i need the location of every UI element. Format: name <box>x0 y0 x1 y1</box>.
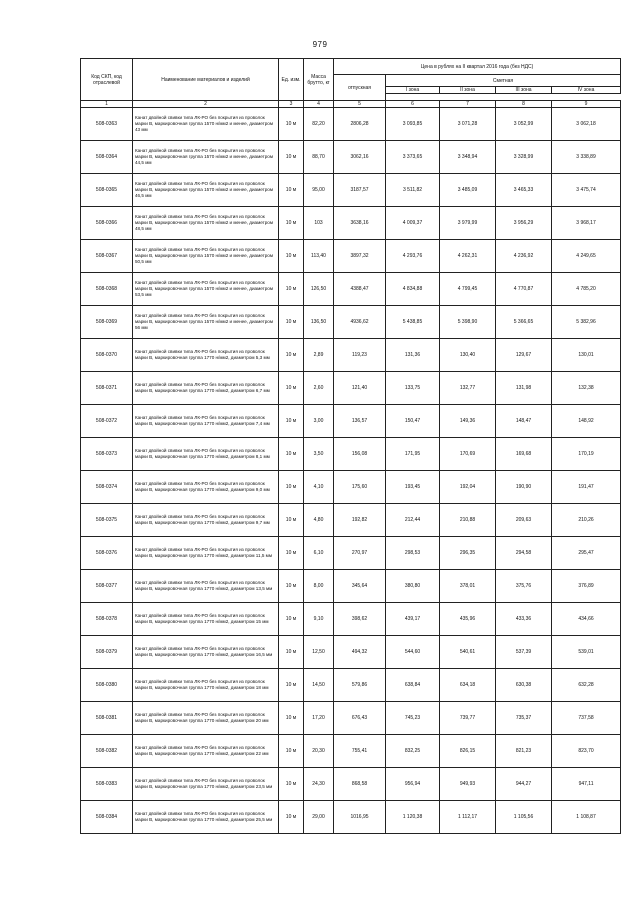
zone-3-price: 1 105,56 <box>496 801 552 834</box>
zone-1-price: 380,80 <box>386 570 440 603</box>
mass-cell: 17,20 <box>304 702 334 735</box>
product-name: Канат двойной свивки типа ЛК-РО без покрытия из проволок марки В, маркировочная группа 1570 н/мм2 и менее, диаметром 43 мм <box>133 108 279 141</box>
zone-3-price: 148,47 <box>496 405 552 438</box>
table-row <box>81 471 621 504</box>
zone-3-price: 630,38 <box>496 669 552 702</box>
zone-1-price: 956,94 <box>386 768 440 801</box>
zone-2-price: 4 262,31 <box>440 240 496 273</box>
zone-2-price: 540,61 <box>440 636 496 669</box>
zone-4-price: 132,38 <box>552 372 621 405</box>
product-code: 508-0376 <box>81 537 133 570</box>
zone-2-price: 435,96 <box>440 603 496 636</box>
zone-3-price: 294,58 <box>496 537 552 570</box>
zone-1-price: 212,44 <box>386 504 440 537</box>
header-estimate: Сметная <box>386 75 621 87</box>
column-number: 7 <box>440 101 496 108</box>
zone-4-price: 130,01 <box>552 339 621 372</box>
mass-cell: 24,30 <box>304 768 334 801</box>
mass-cell: 103 <box>304 207 334 240</box>
mass-cell: 2,60 <box>304 372 334 405</box>
header-code: Код СКП, код отраслевой <box>81 59 133 101</box>
zone-1-price: 638,84 <box>386 669 440 702</box>
release-price: 1016,95 <box>334 801 386 834</box>
header-zone-2: II зона <box>440 87 496 94</box>
mass-cell: 88,70 <box>304 141 334 174</box>
zone-3-price: 5 366,65 <box>496 306 552 339</box>
product-code: 508-0372 <box>81 405 133 438</box>
price-table <box>80 58 621 834</box>
zone-3-price: 944,27 <box>496 768 552 801</box>
zone-3-price: 4 236,92 <box>496 240 552 273</box>
column-number: 2 <box>133 101 279 108</box>
release-price: 192,82 <box>334 504 386 537</box>
zone-2-price: 132,77 <box>440 372 496 405</box>
product-code: 508-0368 <box>81 273 133 306</box>
unit-cell: 10 м <box>279 207 304 240</box>
zone-1-price: 439,17 <box>386 603 440 636</box>
zone-2-price: 3 979,99 <box>440 207 496 240</box>
unit-cell: 10 м <box>279 735 304 768</box>
mass-cell: 9,10 <box>304 603 334 636</box>
product-name: Канат двойной свивки типа ЛК-РО без покрытия из проволок марки В, маркировочная группа 1770 н/мм2, диаметром 15 мм <box>133 603 279 636</box>
header-mass: Масса брутто, кг <box>304 59 334 101</box>
product-code: 508-0371 <box>81 372 133 405</box>
mass-cell: 29,00 <box>304 801 334 834</box>
zone-2-price: 3 071,28 <box>440 108 496 141</box>
zone-2-price: 5 398,90 <box>440 306 496 339</box>
table-row <box>81 372 621 405</box>
table-row <box>81 108 621 141</box>
product-name: Канат двойной свивки типа ЛК-РО без покрытия из проволок марки В, маркировочная группа 1570 н/мм2 и менее, диаметром 48,5 мм <box>133 207 279 240</box>
zone-4-price: 823,70 <box>552 735 621 768</box>
unit-cell: 10 м <box>279 471 304 504</box>
product-name: Канат двойной свивки типа ЛК-РО без покрытия из проволок марки В, маркировочная группа 1770 н/мм2, диаметром 5,3 мм <box>133 339 279 372</box>
column-number: 5 <box>334 101 386 108</box>
zone-3-price: 190,90 <box>496 471 552 504</box>
unit-cell: 10 м <box>279 438 304 471</box>
header-zone-3: III зона <box>496 87 552 94</box>
unit-cell: 10 м <box>279 801 304 834</box>
product-name: Канат двойной свивки типа ЛК-РО без покрытия из проволок марки В, маркировочная группа 1570 н/мм2 и менее, диаметром 53,5 мм <box>133 273 279 306</box>
unit-cell: 10 м <box>279 570 304 603</box>
unit-cell: 10 м <box>279 108 304 141</box>
zone-3-price: 735,37 <box>496 702 552 735</box>
table-row <box>81 537 621 570</box>
zone-3-price: 209,63 <box>496 504 552 537</box>
product-code: 508-0365 <box>81 174 133 207</box>
column-number: 6 <box>386 101 440 108</box>
header-zone-4: IV зона <box>552 87 621 94</box>
unit-cell: 10 м <box>279 768 304 801</box>
table-row <box>81 669 621 702</box>
zone-4-price: 4 785,20 <box>552 273 621 306</box>
zone-3-price: 537,39 <box>496 636 552 669</box>
table-row <box>81 504 621 537</box>
zone-1-price: 131,36 <box>386 339 440 372</box>
zone-3-price: 821,23 <box>496 735 552 768</box>
release-price: 2806,28 <box>334 108 386 141</box>
unit-cell: 10 м <box>279 669 304 702</box>
mass-cell: 136,50 <box>304 306 334 339</box>
zone-2-price: 130,40 <box>440 339 496 372</box>
product-name: Канат двойной свивки типа ЛК-РО без покрытия из проволок марки В, маркировочная группа 1770 н/мм2, диаметром 6,7 мм <box>133 372 279 405</box>
release-price: 345,64 <box>334 570 386 603</box>
product-name: Канат двойной свивки типа ЛК-РО без покрытия из проволок марки В, маркировочная группа 1770 н/мм2, диаметром 18 мм <box>133 669 279 702</box>
table-row <box>81 768 621 801</box>
zone-4-price: 1 108,87 <box>552 801 621 834</box>
product-code: 508-0364 <box>81 141 133 174</box>
zone-1-price: 3 373,65 <box>386 141 440 174</box>
product-code: 508-0366 <box>81 207 133 240</box>
unit-cell: 10 м <box>279 273 304 306</box>
zone-1-price: 745,23 <box>386 702 440 735</box>
column-numbers-row <box>81 101 621 108</box>
zone-3-price: 375,76 <box>496 570 552 603</box>
zone-4-price: 170,19 <box>552 438 621 471</box>
product-name: Канат двойной свивки типа ЛК-РО без покрытия из проволок марки В, маркировочная группа 1770 н/мм2, диаметром 9,7 мм <box>133 504 279 537</box>
column-number: 8 <box>496 101 552 108</box>
header-price-group: Цена в рублях на II квартал 2016 года (без НДС) <box>334 59 621 75</box>
product-code: 508-0374 <box>81 471 133 504</box>
zone-4-price: 947,11 <box>552 768 621 801</box>
unit-cell: 10 м <box>279 405 304 438</box>
zone-4-price: 3 338,89 <box>552 141 621 174</box>
release-price: 270,97 <box>334 537 386 570</box>
zone-4-price: 3 062,18 <box>552 108 621 141</box>
table-row <box>81 702 621 735</box>
zone-1-price: 4 293,76 <box>386 240 440 273</box>
release-price: 3897,32 <box>334 240 386 273</box>
page-number: 979 <box>312 40 328 49</box>
table-row <box>81 636 621 669</box>
zone-2-price: 3 485,09 <box>440 174 496 207</box>
column-number: 3 <box>279 101 304 108</box>
zone-4-price: 4 249,65 <box>552 240 621 273</box>
table-row <box>81 174 621 207</box>
release-price: 676,43 <box>334 702 386 735</box>
zone-2-price: 4 799,45 <box>440 273 496 306</box>
product-name: Канат двойной свивки типа ЛК-РО без покрытия из проволок марки В, маркировочная группа 1770 н/мм2, диаметром 20 мм <box>133 702 279 735</box>
table-row <box>81 306 621 339</box>
mass-cell: 82,20 <box>304 108 334 141</box>
unit-cell: 10 м <box>279 174 304 207</box>
product-code: 508-0379 <box>81 636 133 669</box>
header-release: отпускная <box>334 75 386 101</box>
zone-1-price: 1 120,38 <box>386 801 440 834</box>
mass-cell: 3,50 <box>304 438 334 471</box>
mass-cell: 95,00 <box>304 174 334 207</box>
zone-3-price: 4 770,87 <box>496 273 552 306</box>
header-name: Наименование материалов и изделий <box>133 59 279 101</box>
mass-cell: 3,00 <box>304 405 334 438</box>
release-price: 156,08 <box>334 438 386 471</box>
zone-1-price: 3 511,82 <box>386 174 440 207</box>
table-row <box>81 141 621 174</box>
zone-1-price: 150,47 <box>386 405 440 438</box>
column-number: 4 <box>304 101 334 108</box>
product-code: 508-0384 <box>81 801 133 834</box>
zone-4-price: 5 382,96 <box>552 306 621 339</box>
zone-3-price: 129,67 <box>496 339 552 372</box>
product-code: 508-0369 <box>81 306 133 339</box>
table-row <box>81 735 621 768</box>
product-code: 508-0381 <box>81 702 133 735</box>
zone-3-price: 169,68 <box>496 438 552 471</box>
unit-cell: 10 м <box>279 339 304 372</box>
zone-1-price: 544,60 <box>386 636 440 669</box>
zone-2-price: 3 348,94 <box>440 141 496 174</box>
zone-4-price: 148,92 <box>552 405 621 438</box>
unit-cell: 10 м <box>279 603 304 636</box>
mass-cell: 6,10 <box>304 537 334 570</box>
release-price: 175,60 <box>334 471 386 504</box>
zone-4-price: 539,01 <box>552 636 621 669</box>
unit-cell: 10 м <box>279 504 304 537</box>
product-name: Канат двойной свивки типа ЛК-РО без покрытия из проволок марки В, маркировочная группа 1770 н/мм2, диаметром 25,5 мм <box>133 801 279 834</box>
table-row <box>81 207 621 240</box>
product-code: 508-0370 <box>81 339 133 372</box>
unit-cell: 10 м <box>279 141 304 174</box>
zone-1-price: 171,95 <box>386 438 440 471</box>
mass-cell: 20,30 <box>304 735 334 768</box>
mass-cell: 4,10 <box>304 471 334 504</box>
zone-4-price: 295,47 <box>552 537 621 570</box>
column-number: 9 <box>552 101 621 108</box>
release-price: 755,41 <box>334 735 386 768</box>
mass-cell: 12,50 <box>304 636 334 669</box>
zone-4-price: 191,47 <box>552 471 621 504</box>
release-price: 119,23 <box>334 339 386 372</box>
unit-cell: 10 м <box>279 372 304 405</box>
zone-3-price: 3 052,99 <box>496 108 552 141</box>
unit-cell: 10 м <box>279 702 304 735</box>
header-unit: Ед. изм. <box>279 59 304 101</box>
product-name: Канат двойной свивки типа ЛК-РО без покрытия из проволок марки В, маркировочная группа 1770 н/мм2, диаметром 9,0 мм <box>133 471 279 504</box>
product-name: Канат двойной свивки типа ЛК-РО без покрытия из проволок марки В, маркировочная группа 1570 н/мм2 и менее, диаметром 56 мм <box>133 306 279 339</box>
product-name: Канат двойной свивки типа ЛК-РО без покрытия из проволок марки В, маркировочная группа 1770 н/мм2, диаметром 11,5 мм <box>133 537 279 570</box>
product-code: 508-0382 <box>81 735 133 768</box>
release-price: 4936,62 <box>334 306 386 339</box>
zone-1-price: 3 093,85 <box>386 108 440 141</box>
zone-2-price: 949,93 <box>440 768 496 801</box>
zone-2-price: 826,15 <box>440 735 496 768</box>
mass-cell: 4,80 <box>304 504 334 537</box>
mass-cell: 14,50 <box>304 669 334 702</box>
product-code: 508-0363 <box>81 108 133 141</box>
zone-4-price: 632,28 <box>552 669 621 702</box>
product-name: Канат двойной свивки типа ЛК-РО без покрытия из проволок марки В, маркировочная группа 1570 н/мм2 и менее, диаметром 50,5 мм <box>133 240 279 273</box>
release-price: 579,86 <box>334 669 386 702</box>
product-code: 508-0380 <box>81 669 133 702</box>
release-price: 868,58 <box>334 768 386 801</box>
unit-cell: 10 м <box>279 537 304 570</box>
table-row <box>81 273 621 306</box>
table-row <box>81 240 621 273</box>
table-row <box>81 603 621 636</box>
release-price: 3187,57 <box>334 174 386 207</box>
product-code: 508-0373 <box>81 438 133 471</box>
zone-4-price: 434,66 <box>552 603 621 636</box>
release-price: 494,32 <box>334 636 386 669</box>
zone-2-price: 739,77 <box>440 702 496 735</box>
table-row <box>81 339 621 372</box>
zone-3-price: 433,36 <box>496 603 552 636</box>
zone-4-price: 3 475,74 <box>552 174 621 207</box>
table-row <box>81 405 621 438</box>
release-price: 4388,47 <box>334 273 386 306</box>
release-price: 3638,16 <box>334 207 386 240</box>
column-number: 1 <box>81 101 133 108</box>
product-name: Канат двойной свивки типа ЛК-РО без покрытия из проволок марки В, маркировочная группа 1570 н/мм2 и менее, диаметром 44,5 мм <box>133 141 279 174</box>
unit-cell: 10 м <box>279 240 304 273</box>
release-price: 3062,16 <box>334 141 386 174</box>
unit-cell: 10 м <box>279 636 304 669</box>
product-name: Канат двойной свивки типа ЛК-РО без покрытия из проволок марки В, маркировочная группа 1770 н/мм2, диаметром 7,4 мм <box>133 405 279 438</box>
product-code: 508-0378 <box>81 603 133 636</box>
product-name: Канат двойной свивки типа ЛК-РО без покрытия из проволок марки В, маркировочная группа 1570 н/мм2 и менее, диаметром 46,5 мм <box>133 174 279 207</box>
product-code: 508-0377 <box>81 570 133 603</box>
mass-cell: 113,40 <box>304 240 334 273</box>
table-row <box>81 801 621 834</box>
product-code: 508-0383 <box>81 768 133 801</box>
zone-1-price: 193,45 <box>386 471 440 504</box>
zone-3-price: 3 956,29 <box>496 207 552 240</box>
table-row <box>81 570 621 603</box>
zone-4-price: 737,58 <box>552 702 621 735</box>
zone-2-price: 634,18 <box>440 669 496 702</box>
release-price: 121,40 <box>334 372 386 405</box>
zone-2-price: 210,88 <box>440 504 496 537</box>
product-name: Канат двойной свивки типа ЛК-РО без покрытия из проволок марки В, маркировочная группа 1770 н/мм2, диаметром 8,1 мм <box>133 438 279 471</box>
zone-1-price: 832,25 <box>386 735 440 768</box>
zone-2-price: 378,01 <box>440 570 496 603</box>
zone-2-price: 192,04 <box>440 471 496 504</box>
mass-cell: 126,50 <box>304 273 334 306</box>
product-code: 508-0375 <box>81 504 133 537</box>
zone-3-price: 3 328,99 <box>496 141 552 174</box>
zone-4-price: 376,89 <box>552 570 621 603</box>
zone-1-price: 133,75 <box>386 372 440 405</box>
zone-3-price: 3 465,33 <box>496 174 552 207</box>
zone-1-price: 4 009,37 <box>386 207 440 240</box>
header-zone-1: I зона <box>386 87 440 94</box>
zone-2-price: 296,35 <box>440 537 496 570</box>
table-body <box>81 108 621 834</box>
release-price: 136,57 <box>334 405 386 438</box>
zone-1-price: 298,53 <box>386 537 440 570</box>
unit-cell: 10 м <box>279 306 304 339</box>
product-name: Канат двойной свивки типа ЛК-РО без покрытия из проволок марки В, маркировочная группа 1770 н/мм2, диаметром 22 мм <box>133 735 279 768</box>
release-price: 398,62 <box>334 603 386 636</box>
zone-1-price: 5 438,85 <box>386 306 440 339</box>
zone-4-price: 3 968,17 <box>552 207 621 240</box>
zone-2-price: 170,69 <box>440 438 496 471</box>
zone-1-price: 4 834,88 <box>386 273 440 306</box>
zone-2-price: 149,36 <box>440 405 496 438</box>
zone-3-price: 131,98 <box>496 372 552 405</box>
product-name: Канат двойной свивки типа ЛК-РО без покрытия из проволок марки В, маркировочная группа 1770 н/мм2, диаметром 23,5 мм <box>133 768 279 801</box>
zone-2-price: 1 112,17 <box>440 801 496 834</box>
zone-4-price: 210,26 <box>552 504 621 537</box>
product-name: Канат двойной свивки типа ЛК-РО без покрытия из проволок марки В, маркировочная группа 1770 н/мм2, диаметром 16,5 мм <box>133 636 279 669</box>
product-name: Канат двойной свивки типа ЛК-РО без покрытия из проволок марки В, маркировочная группа 1770 н/мм2, диаметром 13,5 мм <box>133 570 279 603</box>
product-code: 508-0367 <box>81 240 133 273</box>
table-row <box>81 438 621 471</box>
mass-cell: 2,89 <box>304 339 334 372</box>
mass-cell: 8,00 <box>304 570 334 603</box>
